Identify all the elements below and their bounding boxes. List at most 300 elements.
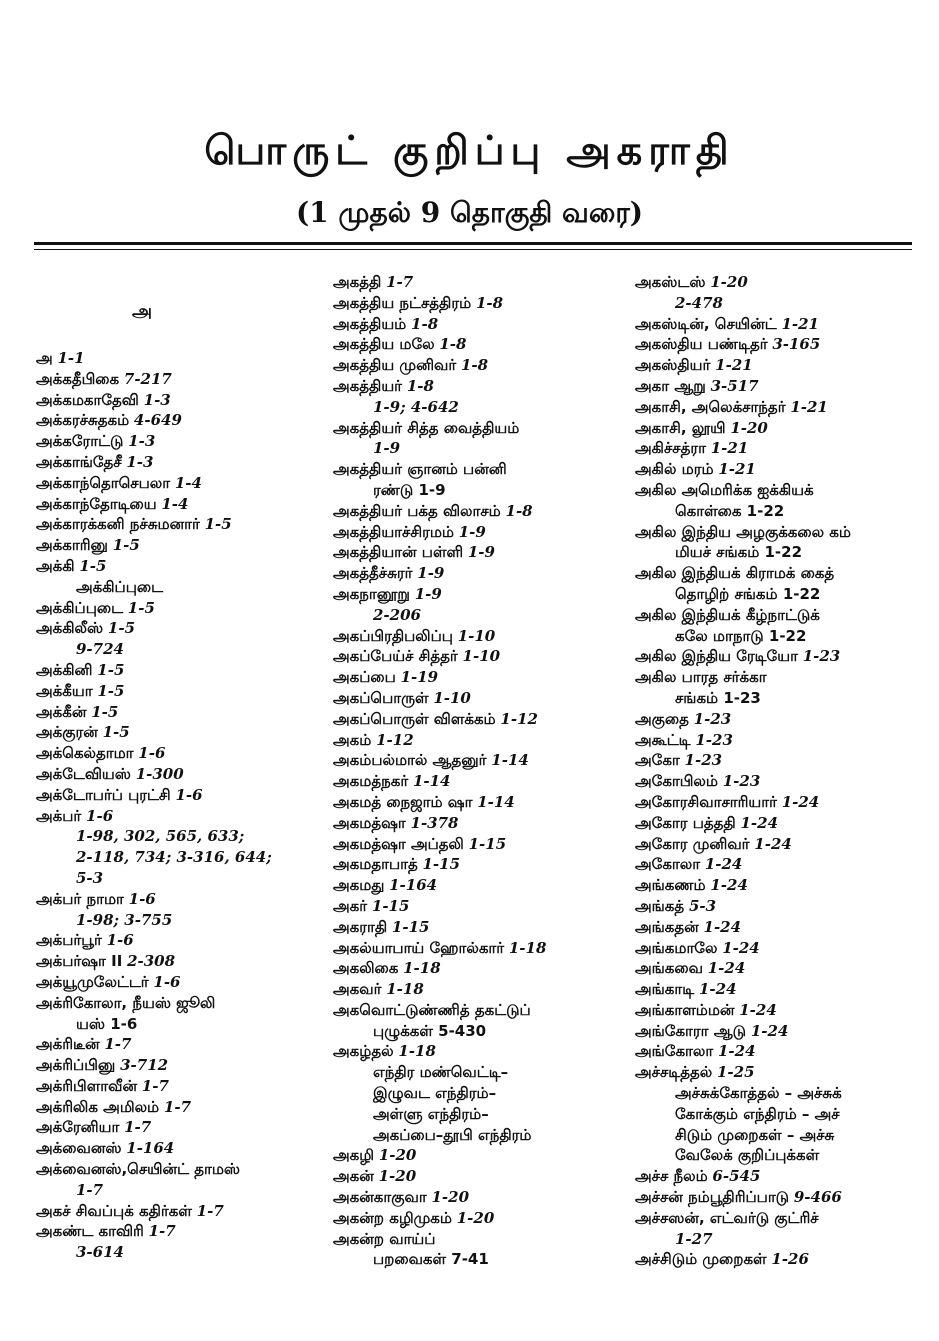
index-entry <box>36 993 326 1014</box>
index-reference: 1-10 <box>457 626 496 645</box>
index-entry <box>635 1041 925 1062</box>
index-term: அக்கிலீஸ் <box>36 619 104 638</box>
index-reference: 1-1 <box>57 349 85 367</box>
column-1-entries <box>36 348 326 1263</box>
index-reference: 1-23 <box>802 647 841 666</box>
index-reference: 1-5 <box>91 702 119 721</box>
index-reference: 1-10 <box>462 647 501 666</box>
index-entry <box>36 806 326 827</box>
index-term: அ <box>36 349 53 367</box>
index-entry <box>333 584 623 605</box>
index-entry <box>333 688 623 709</box>
index-reference: 4-649 <box>133 411 182 430</box>
index-entry <box>333 1208 623 1229</box>
index-entry-continuation: கலே மாநாடு 1-22 <box>675 626 807 645</box>
index-term: அகச் சிவப்புக் கதிர்கள் <box>36 1201 192 1220</box>
index-reference: 1-24 <box>707 959 746 978</box>
index-term: அகத்தி <box>333 273 382 291</box>
index-reference: 1-9 <box>417 564 445 583</box>
index-entry <box>333 979 623 1000</box>
index-reference: 1-9 <box>467 543 495 562</box>
index-reference: 7-217 <box>123 369 172 388</box>
index-reference: 1-23 <box>722 772 761 791</box>
index-reference: 1-18 <box>508 938 547 957</box>
index-entry-continuation: மியச் சங்கம் 1-22 <box>675 543 803 562</box>
index-reference: 1-23 <box>684 751 723 770</box>
index-term: அக்கதீபிகை <box>36 369 120 388</box>
index-reference: 1-24 <box>717 1042 756 1061</box>
index-reference: 1-14 <box>477 792 515 811</box>
index-entry-continuation: இழுவட எந்திரம்– <box>373 1084 497 1103</box>
index-entry <box>36 598 326 619</box>
index-reference: 1-8 <box>475 293 504 312</box>
index-term: அகாசி, அலெக்சாந்தர் <box>635 397 786 416</box>
index-entry-continuation: சங்கம் 1-23 <box>675 688 761 707</box>
index-term: அக்யூமுலேட்டர் <box>36 972 149 991</box>
index-entry-continuation: 2-478 <box>675 293 723 312</box>
index-entry-continuation: அக்கிப்புடை <box>76 577 164 596</box>
index-reference: 1-18 <box>386 980 424 999</box>
index-reference: 1-6 <box>106 931 134 950</box>
index-term: அக்டேவியஸ் <box>36 764 131 783</box>
index-reference: 1-7 <box>141 1076 169 1095</box>
index-term: அக்கமகாதேவி <box>36 390 139 409</box>
index-term: அகப்பொருள் விளக்கம் <box>333 709 496 728</box>
index-term: அகம் <box>333 730 372 749</box>
index-entry <box>36 702 326 723</box>
index-term: அக்வைனஸ்,செயின்ட் தாமஸ் <box>36 1160 241 1179</box>
index-term: அகமத் நைஜாம் ஷா <box>333 792 473 811</box>
index-term: அகோலா <box>635 855 701 874</box>
index-reference: 1-20 <box>378 1146 417 1165</box>
index-term: அங்கணம் <box>635 876 706 895</box>
index-reference: 1-24 <box>754 834 792 853</box>
index-reference: 1-20 <box>730 418 768 437</box>
index-entry <box>635 896 925 917</box>
index-entry-continuation: 5-3 <box>76 868 104 887</box>
index-term: அகாசி, லூயி <box>635 418 726 437</box>
index-term: அகில் மரம் <box>635 460 714 479</box>
index-entry <box>36 785 326 806</box>
index-reference: 1-15 <box>468 834 507 853</box>
index-entry <box>36 1221 326 1242</box>
index-entry <box>635 854 925 875</box>
index-term: அகஸ்தியர் <box>635 356 711 375</box>
index-reference: 1-9 <box>458 522 486 541</box>
index-entry <box>333 917 623 938</box>
index-entry <box>333 334 623 355</box>
index-entry-continuation: கோக்கும் எந்திரம் – அச் <box>675 1104 840 1123</box>
index-reference: 1-6 <box>86 806 114 825</box>
index-term: அகன்ற வாய்ப் <box>333 1229 436 1248</box>
index-entry-continuation: அள்ளு எந்திரம்– <box>373 1104 489 1123</box>
index-term: அகத்தியான் பள்ளி <box>333 543 464 562</box>
index-term: அகிச்சத்ரா <box>635 439 706 458</box>
index-term: அகர் <box>333 896 368 915</box>
column-2-entries <box>333 272 623 1270</box>
index-term: அக்குரன் <box>36 723 98 742</box>
index-entry <box>36 535 326 556</box>
index-reference: 5-3 <box>688 896 717 915</box>
index-term: அக்காரினு <box>36 536 108 555</box>
index-reference: 1-23 <box>693 709 732 728</box>
index-entry <box>36 1159 326 1180</box>
index-entry <box>635 667 925 688</box>
index-term: அகில இந்தியக் கிராமக் கைத் <box>635 564 835 583</box>
index-entry <box>333 958 623 979</box>
index-entry <box>333 1187 623 1208</box>
index-term: அக்கரோட்டு <box>36 432 124 451</box>
index-entry <box>635 834 925 855</box>
index-entry-continuation: அச்சுக்கோத்தல் – அச்சுக் <box>675 1084 842 1103</box>
index-column-2 <box>333 272 623 1270</box>
index-term: அகநானூறு <box>333 584 410 603</box>
index-entry <box>36 1034 326 1055</box>
index-reference: 1-8 <box>406 376 434 395</box>
index-reference: 1-6 <box>153 972 181 991</box>
index-term: அகன்ற கழிமுகம் <box>333 1208 452 1227</box>
index-entry <box>333 501 623 522</box>
index-entry-continuation: 1-27 <box>675 1229 713 1248</box>
index-term: அகத்தியாச்சிரமம் <box>333 522 454 541</box>
index-reference: 1-7 <box>196 1201 224 1220</box>
index-term: அக்கரச்சுதகம் <box>36 411 130 430</box>
index-term: அக்ரிபிளாவீன் <box>36 1076 138 1095</box>
index-reference: 1-24 <box>704 855 743 874</box>
index-entry-continuation: ரண்டு 1-9 <box>373 480 446 499</box>
index-entry-continuation: 1-98; 3-755 <box>76 910 173 929</box>
index-reference: 1-5 <box>204 515 232 534</box>
index-reference: 1-21 <box>790 397 828 416</box>
index-term: அகழ்தல் <box>333 1042 394 1061</box>
index-term: அக்ரேனியா <box>36 1118 120 1137</box>
index-entry <box>635 709 925 730</box>
index-entry <box>36 618 326 639</box>
index-term: அக்கினி <box>36 660 93 679</box>
index-entry-continuation: 1-98, 302, 565, 633; <box>76 827 245 846</box>
index-term: அகன் <box>333 1167 374 1186</box>
index-reference: 1-24 <box>722 938 760 957</box>
index-entry <box>635 938 925 959</box>
index-entry <box>36 410 326 431</box>
index-reference: 9-466 <box>793 1188 842 1207</box>
index-entry-continuation: 1-9 <box>373 439 401 458</box>
index-entry <box>333 813 623 834</box>
index-entry <box>36 889 326 910</box>
index-term: அக்ரிகோலா, நீயஸ் ஜூலி <box>36 993 216 1012</box>
index-entry <box>635 979 925 1000</box>
index-entry <box>333 667 623 688</box>
index-entry <box>36 514 326 535</box>
index-reference: 1-21 <box>715 356 753 375</box>
index-term: அக்பர் <box>36 806 82 825</box>
index-reference: 1-7 <box>163 1097 192 1116</box>
index-term: அக்பர் நாமா <box>36 889 124 908</box>
index-term: அகழி <box>333 1146 375 1165</box>
index-entry-continuation: சிடும் முறைகள் – அச்சு <box>675 1125 835 1144</box>
index-reference: 1-3 <box>126 452 154 471</box>
index-column-1 <box>36 272 326 1263</box>
index-term: அகஸ்திய பண்டிதர் <box>635 335 768 354</box>
index-term: அக்காங்தேசீ <box>36 452 122 471</box>
index-entry <box>36 1117 326 1138</box>
index-term: அகோ <box>635 751 680 770</box>
index-entry <box>333 376 623 397</box>
index-reference: 1-20 <box>431 1188 470 1207</box>
index-reference: 1-15 <box>371 896 410 915</box>
index-entry <box>635 958 925 979</box>
index-reference: 3-165 <box>772 335 821 354</box>
index-term: அக்கி <box>36 556 75 575</box>
index-reference: 1-21 <box>710 439 749 458</box>
index-entry <box>36 660 326 681</box>
index-reference: 1-6 <box>128 889 156 908</box>
index-reference: 1-24 <box>698 980 737 999</box>
index-entry <box>333 709 623 730</box>
index-reference: 1-8 <box>505 501 533 520</box>
header-rule-thick <box>34 242 912 245</box>
page-title: பொருட் குறிப்பு அகராதி <box>204 128 735 174</box>
index-entry <box>635 771 925 792</box>
index-term: அகப்பொருள் <box>333 688 429 707</box>
index-entry <box>36 930 326 951</box>
index-reference: 1-24 <box>703 917 742 936</box>
index-term: அகத்தியர் சித்த வைத்தியம் <box>333 418 520 437</box>
index-reference: 1-8 <box>411 314 439 333</box>
index-entry <box>635 272 925 293</box>
index-entry-continuation: 3-614 <box>76 1243 124 1262</box>
index-reference: 1-24 <box>739 1000 777 1019</box>
index-reference: 1-15 <box>422 855 461 874</box>
index-entry <box>333 1000 623 1021</box>
index-term: அகமது <box>333 876 385 895</box>
index-reference: 1-21 <box>781 314 819 333</box>
section-letter: அ <box>132 301 153 322</box>
index-term: அக்கீன் <box>36 702 87 721</box>
index-term: அகத்தீச்சுரர் <box>333 564 413 583</box>
index-entry <box>635 750 925 771</box>
index-reference: 1-7 <box>386 273 414 291</box>
index-term: அகல்யாபாய் ஹோல்கார் <box>333 938 505 957</box>
index-term: அங்கோரா ஆடு <box>635 1021 747 1040</box>
index-entry <box>333 730 623 751</box>
index-reference: 1-164 <box>389 876 438 895</box>
index-reference: 1-21 <box>718 460 756 479</box>
index-entry <box>333 834 623 855</box>
index-reference: 3-517 <box>710 376 759 395</box>
index-entry <box>333 542 623 563</box>
index-term: அங்காடி <box>635 980 695 999</box>
index-entry-continuation: கொள்கை 1-22 <box>675 501 785 520</box>
index-entry <box>635 522 925 543</box>
index-reference: 1-3 <box>128 432 156 451</box>
index-entry <box>635 1000 925 1021</box>
index-entry <box>333 854 623 875</box>
index-entry <box>635 605 925 626</box>
index-reference: 1-12 <box>376 730 414 749</box>
index-term: அகப்பேய்ச் சித்தர் <box>333 647 458 666</box>
index-entry <box>333 896 623 917</box>
index-term: அங்கமாலே <box>635 938 718 957</box>
index-entry <box>635 334 925 355</box>
index-entry <box>333 792 623 813</box>
index-entry <box>36 556 326 577</box>
index-term: அச்சடித்தல் <box>635 1063 713 1082</box>
index-term: அகோர பத்ததி <box>635 813 736 832</box>
index-entry <box>36 743 326 764</box>
index-entry-continuation: 9-724 <box>76 640 124 659</box>
index-term: அகத்திய நட்சத்திரம் <box>333 293 472 312</box>
index-term: அகவொட்டுண்ணித் தகட்டுப் <box>333 1000 531 1019</box>
index-entry <box>635 1062 925 1083</box>
header-rule-thin <box>34 249 912 250</box>
index-entry <box>635 1187 925 1208</box>
index-entry <box>635 875 925 896</box>
index-entry-continuation: பறவைகள் 7-41 <box>373 1250 489 1269</box>
index-entry-continuation: வேலேக் குறிப்புக்கள் <box>675 1146 820 1165</box>
index-reference: 1-24 <box>750 1021 789 1040</box>
index-term: அக்கெல்தாமா <box>36 744 134 763</box>
index-term: அச்சஸன், எட்வர்டு குட்ரிச் <box>635 1208 819 1227</box>
index-entry <box>36 1097 326 1118</box>
index-entry <box>635 813 925 834</box>
index-entry <box>635 314 925 335</box>
index-term: அகத்தியர் பக்த விலாசம் <box>333 501 501 520</box>
index-term: அக்பர்ஷா II <box>36 952 123 971</box>
index-reference: 1-24 <box>710 876 748 895</box>
column-3-entries <box>635 272 925 1270</box>
index-reference: 1-6 <box>175 785 203 804</box>
index-entry <box>36 348 326 369</box>
index-reference: 1-164 <box>126 1139 175 1158</box>
index-reference: 1-24 <box>740 813 779 832</box>
index-reference: 1-14 <box>491 751 529 770</box>
index-entry <box>635 418 925 439</box>
index-entry <box>333 1041 623 1062</box>
index-entry-continuation: யஸ் 1-6 <box>76 1014 138 1033</box>
index-entry <box>36 681 326 702</box>
index-entry <box>333 626 623 647</box>
index-entry <box>635 917 925 938</box>
index-reference: 1-12 <box>500 709 538 728</box>
index-term: அக்கீயா <box>36 681 93 700</box>
index-reference: 1-15 <box>391 917 430 936</box>
index-term: அக்ரிலிக அமிலம் <box>36 1097 160 1116</box>
index-reference: 1-9 <box>414 584 442 603</box>
index-entry <box>36 1138 326 1159</box>
index-entry-continuation: 1-9; 4-642 <box>373 397 459 416</box>
index-entry <box>635 563 925 584</box>
index-entry <box>635 1208 925 1229</box>
index-term: அகத்தியர் ஞானம் பன்னி <box>333 460 507 479</box>
index-reference: 1-19 <box>400 668 439 687</box>
index-entry <box>333 875 623 896</box>
index-reference: 1-4 <box>174 473 202 492</box>
index-reference: 1-24 <box>781 792 820 811</box>
index-term: அக்பர்பூர் <box>36 931 102 950</box>
index-term: அகில இந்திய அழகுக்கலை கம் <box>635 522 851 541</box>
index-entry <box>635 792 925 813</box>
index-entry <box>635 376 925 397</box>
index-reference: 1-5 <box>102 723 130 742</box>
index-term: அகில பாரத சர்க்கா <box>635 668 767 687</box>
index-entry-continuation: புழுக்கள் 5-430 <box>373 1021 487 1040</box>
index-term: அகத்திய மலே <box>333 335 435 354</box>
index-term: அகமத்ஷா <box>333 813 406 832</box>
index-entry <box>36 764 326 785</box>
index-term: அகஸ்டஸ் <box>635 273 706 291</box>
index-term: அச்ச நீலம் <box>635 1167 708 1186</box>
index-term: அகலிகை <box>333 959 399 978</box>
index-term: அகன்காகுவா <box>333 1188 427 1207</box>
index-term: அகமத்ஷா அப்தலி <box>333 834 464 853</box>
index-term: அங்கதன் <box>635 917 699 936</box>
index-term: அங்கவை <box>635 959 703 978</box>
index-entry <box>333 272 623 293</box>
index-term: அகோபிலம் <box>635 772 718 791</box>
index-entry <box>36 494 326 515</box>
index-term: அக்காந்தோடியை <box>36 494 157 513</box>
index-entry <box>635 1249 925 1270</box>
index-entry <box>333 293 623 314</box>
index-entry <box>333 459 623 480</box>
index-term: அகூட்டி <box>635 730 691 749</box>
index-reference: 2-308 <box>127 952 176 971</box>
index-reference: 1-5 <box>97 681 125 700</box>
index-entry <box>333 771 623 792</box>
index-entry <box>635 397 925 418</box>
index-term: அகமத்நகர் <box>333 772 409 791</box>
index-reference: 1-20 <box>456 1208 495 1227</box>
index-term: அகில இந்தியக் கீழ்நாட்டுக் <box>635 605 820 624</box>
index-reference: 1-8 <box>439 335 467 354</box>
index-term: அங்கத் <box>635 896 685 915</box>
index-reference: 1-4 <box>161 494 189 513</box>
index-reference: 1-378 <box>410 813 459 832</box>
index-entry <box>635 1166 925 1187</box>
index-term: அக்ரிடீன் <box>36 1035 100 1054</box>
index-term: அகா ஆறு <box>635 376 706 395</box>
index-reference: 1-7 <box>148 1222 176 1241</box>
index-reference: 1-26 <box>771 1250 809 1269</box>
index-entry <box>36 473 326 494</box>
index-reference: 1-7 <box>104 1035 132 1054</box>
index-entry <box>333 1145 623 1166</box>
index-entry-continuation: 2-206 <box>373 605 421 624</box>
index-term: அக்கிப்புடை <box>36 598 124 617</box>
index-term: அகில இந்திய ரேடியோ <box>635 647 798 666</box>
index-reference: 1-7 <box>124 1118 152 1137</box>
index-entry <box>36 431 326 452</box>
index-entry <box>36 1076 326 1097</box>
index-term: அகோரசிவாசாரியார் <box>635 792 777 811</box>
index-term: அக்வைனஸ் <box>36 1139 122 1158</box>
index-entry <box>333 355 623 376</box>
index-reference: 1-23 <box>695 730 733 749</box>
index-entry <box>36 369 326 390</box>
index-reference: 1-18 <box>398 1042 436 1061</box>
index-entry <box>333 1229 623 1250</box>
index-term: அக்காரக்கனி நச்சுமனார் <box>36 515 200 534</box>
index-entry <box>635 355 925 376</box>
index-reference: 1-5 <box>79 556 107 575</box>
index-entry <box>333 750 623 771</box>
index-term: அகத்தியர் <box>333 376 403 395</box>
index-entry <box>333 938 623 959</box>
index-reference: 1-5 <box>127 598 155 617</box>
index-entry <box>36 722 326 743</box>
index-term: அக்டோபர்ப் புரட்சி <box>36 785 171 804</box>
